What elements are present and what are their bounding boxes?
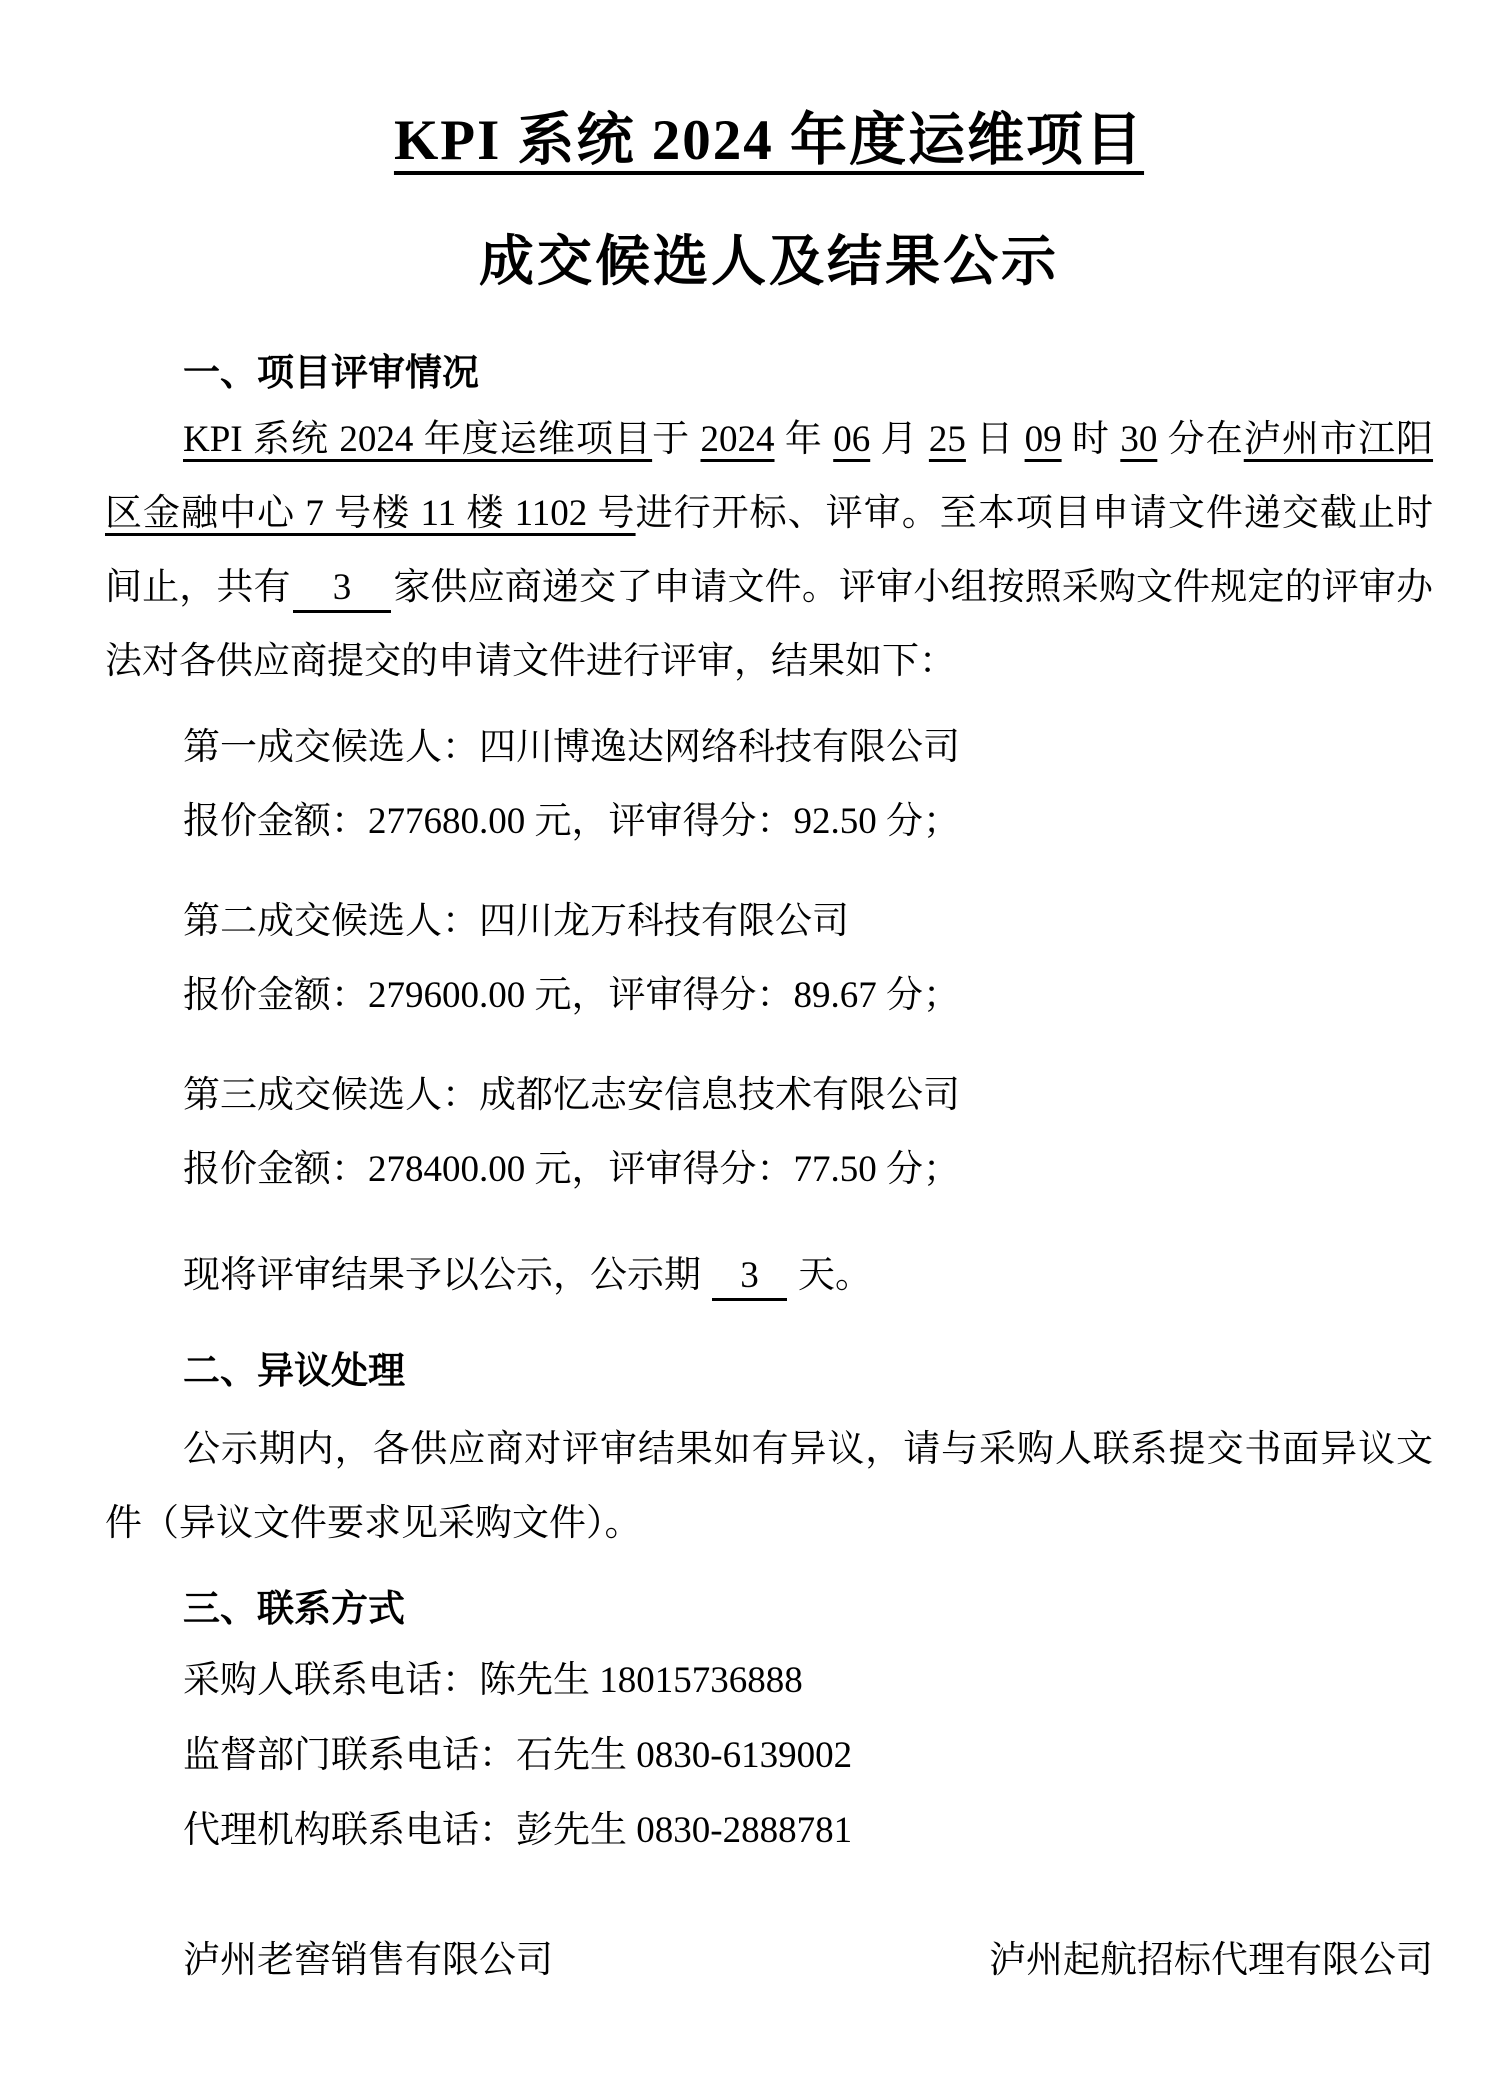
review-text: 月	[870, 418, 929, 460]
agency-contact-line	[183, 1793, 1433, 1868]
candidate-3-company: 成都忆志安信息技术有限公司	[479, 1074, 960, 1116]
candidate-1-rank-label: 第一成交候选人：	[183, 726, 479, 768]
agency-contact-value: 彭先生 0830-2888781	[516, 1809, 853, 1851]
candidate-1-title-line	[183, 711, 1433, 785]
candidate-1-company: 四川博逸达网络科技有限公司	[479, 726, 960, 768]
candidate-2-score: 89.67	[793, 974, 877, 1016]
publicity-text-after: 天。	[788, 1254, 872, 1296]
purchaser-contact-line	[183, 1643, 1433, 1718]
review-text: 家供应商递交了申请文件。评审小组按照采购文件规定的评审办法对各供应商提交的申请文件进行评审，结果如下：	[105, 566, 1434, 682]
publicity-text-before: 现将评审结果予以公示，公示期	[183, 1254, 711, 1296]
review-text: 分在	[1157, 418, 1244, 460]
candidate-1-score: 92.50	[793, 800, 877, 842]
candidate-3-score: 77.50	[793, 1148, 877, 1190]
candidate-3-price: 278400.00	[368, 1148, 526, 1190]
candidate-1-price-label: 报价金额：	[183, 800, 368, 842]
candidate-2-score-label: 评审得分：	[608, 974, 794, 1016]
purchaser-company-signature: 泸州老窖销售有限公司	[183, 1939, 553, 1981]
candidate-3-price-unit: 元，	[525, 1148, 609, 1190]
supervisor-contact-line	[183, 1718, 1433, 1793]
candidate-2-price-line	[183, 959, 1433, 1033]
opening-minute: 30	[1120, 418, 1158, 460]
objection-paragraph: 公示期内，各供应商对评审结果如有异议，请与采购人联系提交书面异议文件（异议文件要求见采购文件）。	[105, 1428, 1433, 1544]
review-text: 日	[965, 418, 1025, 460]
supplier-count-blank: 3	[293, 568, 392, 614]
opening-month: 06	[833, 418, 871, 460]
candidate-block-1	[105, 711, 1433, 859]
candidate-2-price-unit: 元，	[525, 974, 609, 1016]
review-text: 进行开标、评审。至本项目申请文件递交截止时间止，共有	[105, 492, 1433, 608]
candidate-1-price-line	[183, 785, 1433, 859]
candidate-3-price-line	[183, 1133, 1433, 1207]
candidate-2-rank-label: 第二成交候选人：	[183, 900, 479, 942]
publicity-period-line	[183, 1239, 1433, 1313]
review-text: 时	[1061, 418, 1121, 460]
candidate-3-rank-label: 第三成交候选人：	[183, 1074, 479, 1116]
candidate-3-price-label: 报价金额：	[183, 1148, 368, 1190]
candidate-2-title-line	[183, 885, 1433, 959]
section-2-heading: 二、异议处理	[183, 1349, 405, 1391]
review-text: 年	[774, 418, 834, 460]
candidate-block-3	[105, 1059, 1433, 1207]
agency-company-signature: 泸州起航招标代理有限公司	[989, 1939, 1433, 1981]
candidate-2-score-unit: 分；	[876, 974, 960, 1016]
candidate-1-score-unit: 分；	[876, 800, 960, 842]
supervisor-contact-label: 监督部门联系电话：	[183, 1734, 516, 1776]
candidate-3-score-label: 评审得分：	[608, 1148, 794, 1190]
document-title	[105, 108, 1433, 174]
candidate-block-2	[105, 885, 1433, 1033]
supervisor-contact-value: 石先生 0830-6139002	[516, 1734, 853, 1776]
document-title-text: KPI 系统 2024 年度运维项目	[393, 109, 1145, 172]
opening-venue: 泸州市江阳区金融中心 7 号楼 11 楼 1102 号	[105, 418, 1434, 534]
candidate-2-company: 四川龙万科技有限公司	[479, 900, 849, 942]
candidate-1-price-unit: 元，	[525, 800, 609, 842]
opening-year: 2024	[700, 418, 775, 460]
review-paragraph	[105, 403, 1433, 699]
publicity-days-blank: 3	[712, 1256, 787, 1302]
candidate-2-price: 279600.00	[368, 974, 526, 1016]
agency-contact-label: 代理机构联系电话：	[183, 1809, 516, 1851]
section-3-heading: 三、联系方式	[183, 1587, 405, 1629]
candidate-3-score-unit: 分；	[876, 1148, 960, 1190]
contact-list	[105, 1643, 1433, 1868]
document-subtitle: 成交候选人及结果公示	[478, 230, 1059, 292]
opening-hour: 09	[1024, 418, 1062, 460]
signature-row	[183, 1924, 1433, 1998]
candidate-1-score-label: 评审得分：	[608, 800, 794, 842]
section-1-heading: 一、项目评审情况	[183, 351, 479, 393]
purchaser-contact-value: 陈先生 18015736888	[479, 1659, 803, 1701]
candidate-2-price-label: 报价金额：	[183, 974, 368, 1016]
purchaser-contact-label: 采购人联系电话：	[183, 1659, 479, 1701]
candidate-3-title-line	[183, 1059, 1433, 1133]
opening-day: 25	[928, 418, 966, 460]
review-text: 于	[652, 418, 701, 460]
candidate-1-price: 277680.00	[368, 800, 526, 842]
project-name-text: KPI 系统 2024 年度运维项目	[183, 418, 653, 460]
